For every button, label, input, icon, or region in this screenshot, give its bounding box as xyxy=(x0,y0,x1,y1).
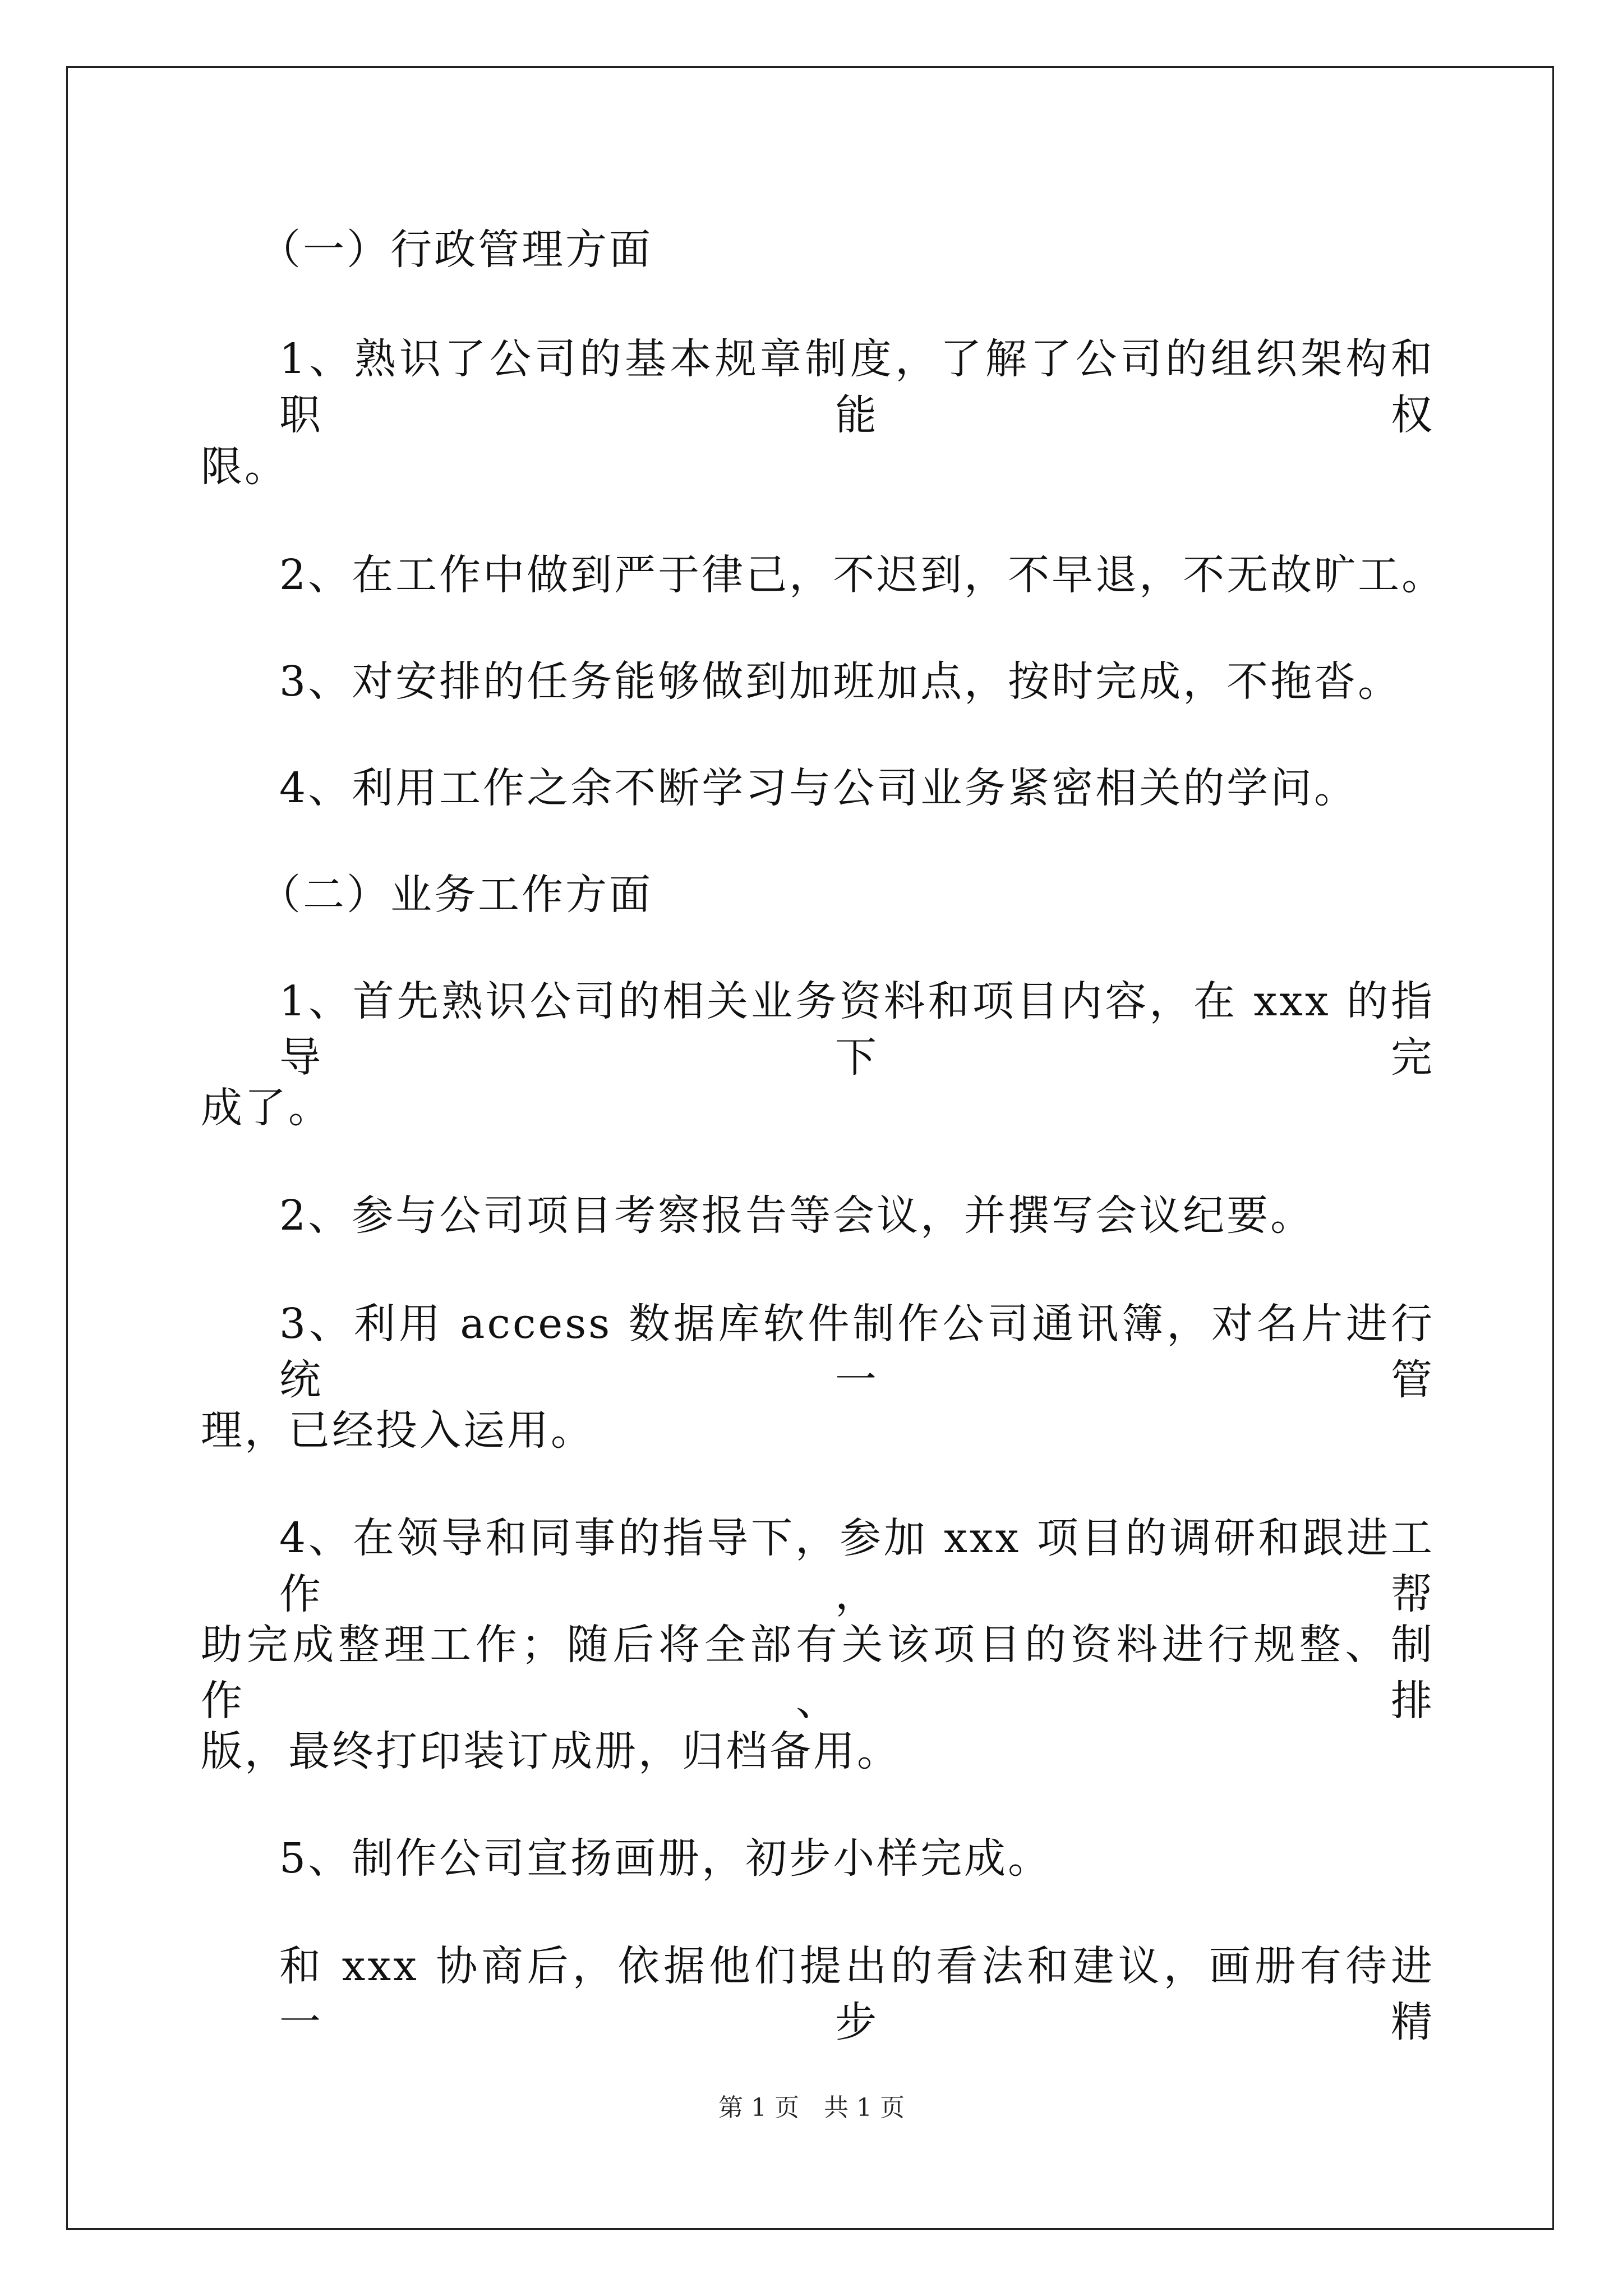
page-number-footer: 第 1 页 共 1 页 xyxy=(718,2093,905,2122)
paragraph-line: 3、利用 access 数据库软件制作公司通讯簿，对名片进行统一管 xyxy=(279,1300,1435,1404)
paragraph-line: 2、在工作中做到严于律己，不迟到，不早退，不无故旷工。 xyxy=(279,551,1446,599)
paragraph-line: 4、利用工作之余不断学习与公司业务紧密相关的学问。 xyxy=(279,764,1358,812)
paragraph-line: 成了。 xyxy=(201,1084,332,1132)
paragraph-line: 版，最终打印装订成册，归档备用。 xyxy=(201,1727,901,1775)
paragraph-line: 4、在领导和同事的指导下，参加 xxx 项目的调研和跟进工作，帮 xyxy=(279,1514,1435,1618)
paragraph-line: 助完成整理工作；随后将全部有关该项目的资料进行规整、制作、排 xyxy=(201,1621,1435,1725)
paragraph-line: 3、对安排的任务能够做到加班加点，按时完成，不拖沓。 xyxy=(279,657,1402,706)
paragraph-line: 限。 xyxy=(201,443,288,491)
paragraph-line: 和 xxx 协商后，依据他们提出的看法和建议，画册有待进一步精 xyxy=(279,1942,1435,2046)
section-heading-business: （二）业务工作方面 xyxy=(259,871,653,919)
section-heading-admin: （一）行政管理方面 xyxy=(259,226,653,274)
paragraph-line: 1、熟识了公司的基本规章制度，了解了公司的组织架构和职能权 xyxy=(279,335,1435,439)
paragraph-line: 理，已经投入运用。 xyxy=(201,1406,594,1455)
paragraph-line: 1、首先熟识公司的相关业务资料和项目内容，在 xxx 的指导下完 xyxy=(279,977,1435,1082)
paragraph-line: 5、制作公司宣扬画册，初步小样完成。 xyxy=(279,1834,1052,1883)
paragraph-line: 2、参与公司项目考察报告等会议，并撰写会议纪要。 xyxy=(279,1191,1315,1240)
